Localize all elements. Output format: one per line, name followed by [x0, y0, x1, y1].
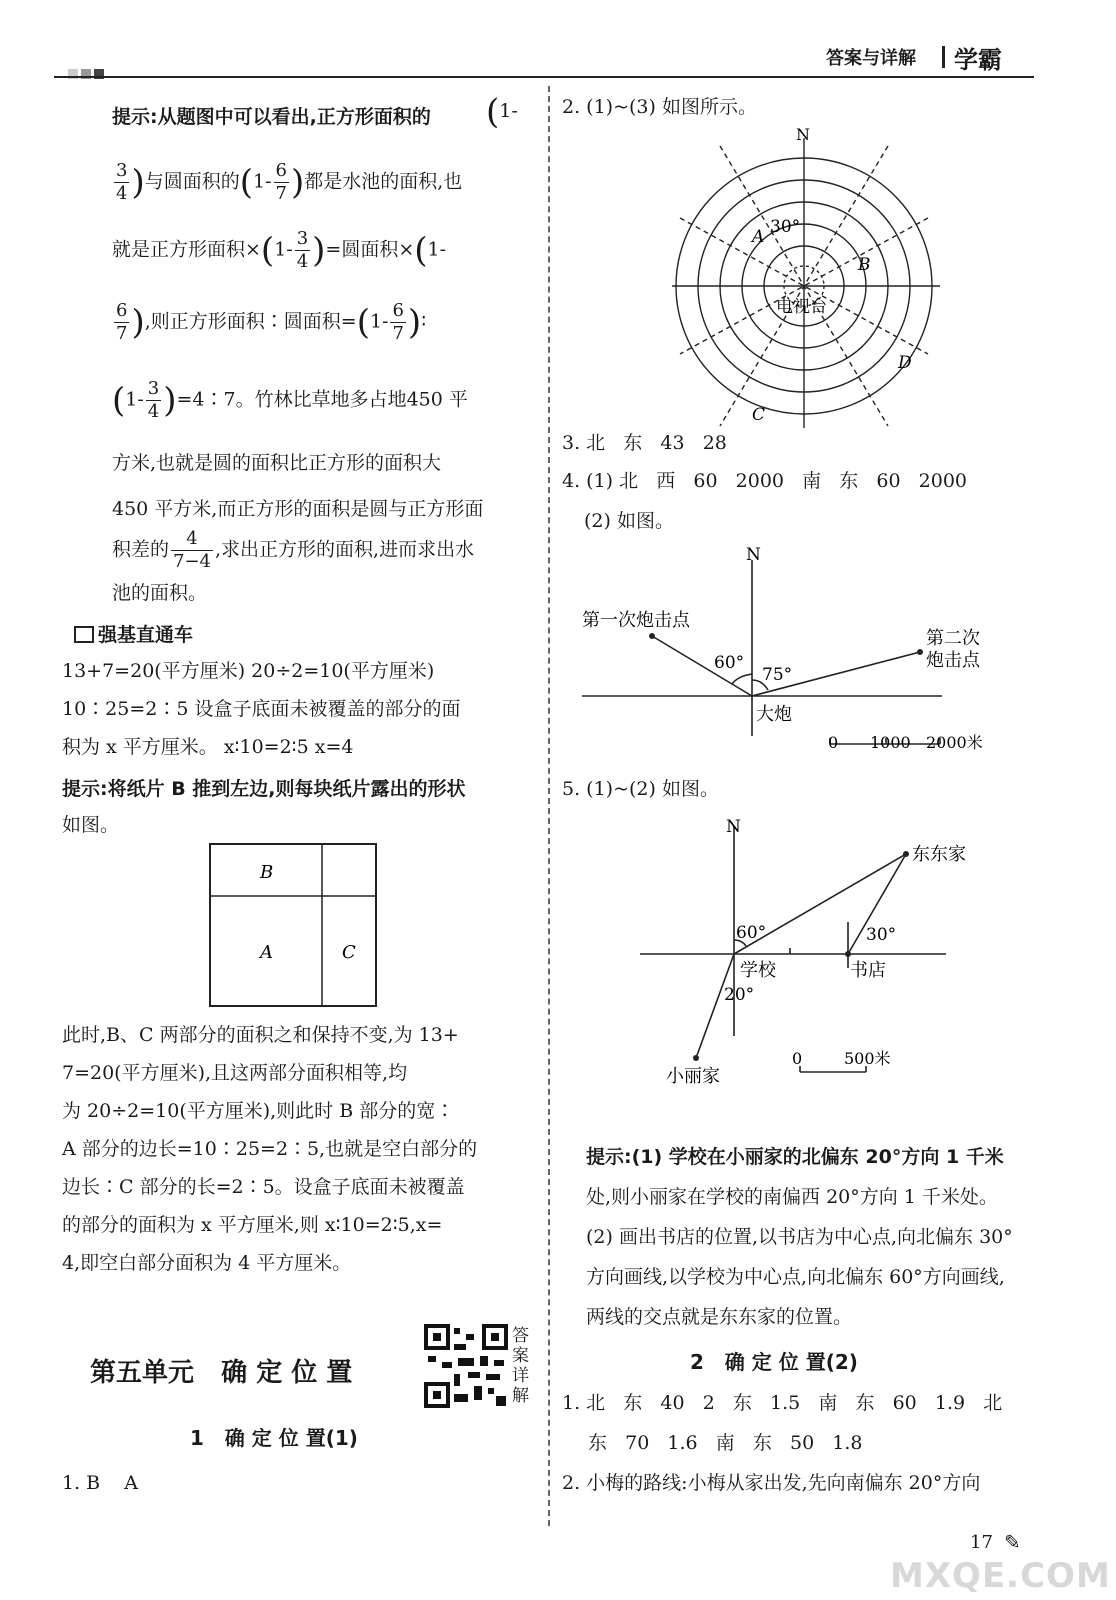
hint1-line2: $\frac{3}{4}$ )与圆面积的(1- $\frac{6}{7}$ )都是水池的面积,也: [116, 160, 463, 204]
para-line4: A 部分的边长=10∶25=2∶5,也就是空白部分的: [62, 1138, 478, 1160]
unit-title: 第五单元 确 定 位 置: [90, 1358, 353, 1388]
hint1-line1-paren: (1-: [486, 92, 518, 132]
column-divider: [548, 86, 550, 1526]
calc-line1: 13+7=20(平方厘米) 20÷2=10(平方厘米): [62, 660, 435, 682]
pencil-icon: ✎: [1004, 1530, 1021, 1554]
para-line3: 为 20÷2=10(平方厘米),则此时 B 部分的宽∶: [62, 1100, 455, 1122]
angle-30-label-2: 30°: [866, 925, 897, 945]
xiaoli-home-label: 小丽家: [666, 1066, 720, 1087]
school-map-figure: [630, 812, 990, 1092]
page-number: 17: [970, 1532, 993, 1553]
hint2-line1: 提示:将纸片 B 推到左边,则每块纸片露出的形状: [62, 778, 466, 800]
point-a-label: A: [752, 227, 765, 247]
watermark: MXQE.COM: [890, 1556, 1111, 1596]
section-heading: 强基直通车: [74, 620, 193, 650]
hint1-line3: 就是正方形面积×(1- $\frac{3}{4}$ )=圆面积×(1-: [112, 228, 447, 272]
angle-30-label: 30°: [770, 217, 801, 237]
piece-c-label: C: [342, 942, 356, 963]
header-answers-title: 答案与详解: [826, 48, 916, 69]
para-line5: 边长∶C 部分的长=2∶5。设盒子底面未被覆盖: [62, 1176, 465, 1198]
calc-line2: 10∶25=2∶5 设盒子底面未被覆盖的部分的面: [62, 698, 461, 720]
hint3-line4: 方向画线,以学校为中心点,向北偏东 60°方向画线,: [586, 1266, 1005, 1288]
center-label: 电视台: [776, 297, 827, 317]
fraction-4-over-7-minus-4: $\frac{4}{7-4}$: [173, 528, 212, 572]
hint1-line7: 450 平方米,而正方形的面积是圆与正方形面: [112, 498, 484, 520]
hint1-line1: 提示:从题图中可以看出,正方形面积的: [112, 106, 431, 128]
angle-75-label: 75°: [762, 665, 793, 685]
qr-label: 答案详解: [512, 1326, 529, 1406]
qr-code-icon: [424, 1324, 508, 1408]
point-d-label: D: [898, 353, 912, 373]
book-icon: [74, 626, 94, 643]
calc-line3: 积为 x 平方厘米。 x∶10=2∶5 x=4: [62, 736, 354, 758]
paper-pieces-figure: [200, 838, 384, 1010]
hint2-line2: 如图。: [62, 814, 120, 836]
hint1-line5: (1- $\frac{3}{4}$ )=4∶7。竹林比草地多占地450 平: [112, 378, 468, 422]
lesson2-answer1-line1: 1. 北 东 40 2 东 1.5 南 东 60 1.9 北: [562, 1392, 1003, 1414]
para-line1: 此时,B、C 两部分的面积之和保持不变,为 13+: [62, 1024, 459, 1046]
para-line2: 7=20(平方厘米),且这两部分面积相等,均: [62, 1062, 408, 1084]
north-label: N: [796, 128, 810, 144]
header-brand: 学霸: [954, 46, 1002, 74]
lesson2-answer1-line2: 东 70 1.6 南 东 50 1.8: [588, 1432, 863, 1454]
angle-60-label-2: 60°: [736, 923, 767, 943]
piece-a-label: A: [260, 942, 273, 963]
cannon-figure: [580, 540, 1000, 760]
header-squares: [68, 64, 104, 83]
scale-0-2: 0: [792, 1049, 803, 1068]
lesson2-title: 2 确 定 位 置(2): [690, 1350, 858, 1374]
hint1-line8: 积差的 $\frac{4}{7-4}$ ,求出正方形的面积,进而求出水: [112, 528, 475, 572]
point-b-label: B: [858, 255, 871, 275]
lesson1-title: 1 确 定 位 置(1): [190, 1426, 358, 1450]
lesson1-answer1: 1. B A: [62, 1472, 139, 1494]
q5-line: 5. (1)~(2) 如图。: [562, 778, 719, 800]
fraction-6-7: $\frac{6}{7}$: [275, 160, 287, 204]
scale-2000: 2000米: [926, 733, 983, 752]
school-label: 学校: [740, 960, 776, 981]
hint3-line1: 提示:(1) 学校在小丽家的北偏东 20°方向 1 千米: [586, 1146, 1004, 1168]
q4-line2: (2) 如图。: [584, 510, 674, 532]
dongdong-home-label: 东东家: [912, 844, 966, 865]
cannon-label: 大炮: [756, 704, 792, 725]
hint1-line4: $\frac{6}{7}$ ),则正方形面积∶圆面积=(1- $\frac{6}{7}$ )∶: [116, 300, 427, 344]
north-label-2: N: [746, 545, 761, 565]
first-strike-label: 第一次炮击点: [582, 610, 690, 631]
q3-line: 3. 北 东 43 28: [562, 432, 727, 454]
north-label-3: N: [726, 817, 741, 837]
hint3-line2: 处,则小丽家在学校的南偏西 20°方向 1 千米处。: [586, 1186, 998, 1208]
para-line7: 4,即空白部分面积为 4 平方厘米。: [62, 1252, 352, 1274]
scale-500: 500米: [844, 1049, 891, 1068]
bookstore-label: 书店: [850, 960, 886, 981]
second-strike-label-2: 炮击点: [926, 650, 980, 671]
hint3-line5: 两线的交点就是东东家的位置。: [586, 1306, 853, 1328]
angle-20-label: 20°: [724, 985, 755, 1005]
header-rule: [54, 76, 1034, 78]
q4-line1: 4. (1) 北 西 60 2000 南 东 60 2000: [562, 470, 968, 492]
circle-compass-figure: [668, 128, 948, 434]
piece-b-label: B: [260, 862, 274, 883]
para-line6: 的部分的面积为 x 平方厘米,则 x∶10=2∶5,x=: [62, 1214, 443, 1236]
fraction-3-4: $\frac{3}{4}$: [116, 160, 128, 204]
hint3-line3: (2) 画出书店的位置,以书店为中心点,向北偏东 30°: [586, 1226, 1013, 1248]
header-divider: [942, 46, 945, 68]
q2-line: 2. (1)~(3) 如图所示。: [562, 96, 757, 118]
angle-60-label: 60°: [714, 653, 745, 673]
lesson2-answer2-line1: 2. 小梅的路线:小梅从家出发,先向南偏东 20°方向: [562, 1472, 981, 1494]
scale-1000: 1000: [870, 733, 911, 752]
point-c-label: C: [752, 405, 766, 425]
second-strike-label-1: 第二次: [926, 628, 980, 649]
hint1-line6: 方米,也就是圆的面积比正方形的面积大: [112, 452, 442, 474]
scale-0: 0: [828, 733, 839, 752]
hint1-line9: 池的面积。: [112, 582, 208, 604]
